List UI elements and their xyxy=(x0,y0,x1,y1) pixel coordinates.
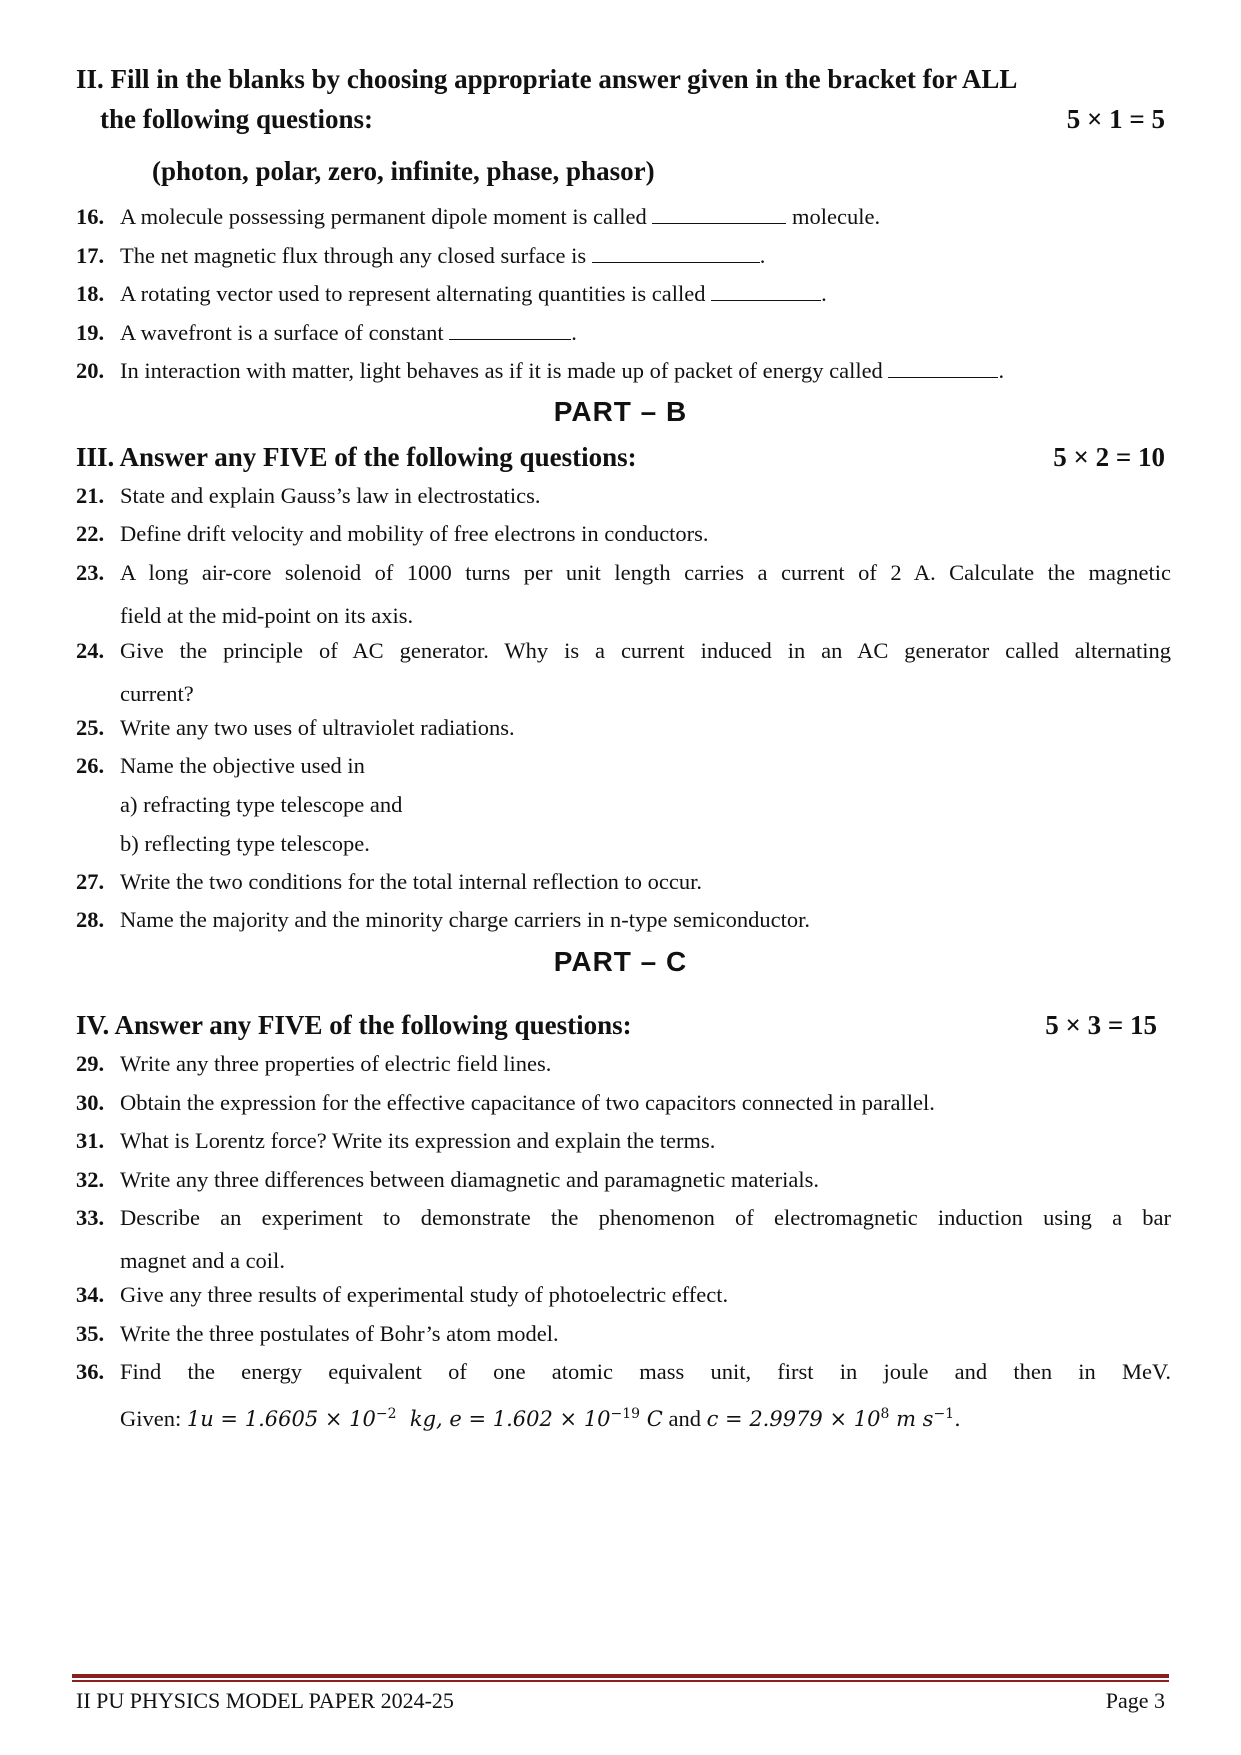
footer-divider-thin xyxy=(72,1680,1169,1682)
question-number: 27. xyxy=(76,869,105,894)
question-number: 22. xyxy=(76,521,105,546)
page-number: Page 3 xyxy=(1105,1688,1165,1713)
given-u-value: $1u = 1.6605 \times 10^{-2}$ kg, $e = 1.602 \times 10^{-19}$ C xyxy=(186,1406,663,1431)
question-text: A long air-core solenoid of 1000 turns per unit length carries a current of 2 A. Calculate the magnetic xyxy=(120,560,1171,585)
question-text: Name the majority and the minority charge carriers in n-type semiconductor. xyxy=(120,907,810,932)
question-33 xyxy=(76,1196,1171,1282)
section2-marks: 5 × 1 = 5 xyxy=(1066,104,1165,134)
question-number: 25. xyxy=(76,715,105,740)
question-text-after: . xyxy=(571,320,577,345)
part-b-heading-text: III. Answer any FIVE of the following questions: xyxy=(76,442,637,472)
question-32 xyxy=(76,1158,1171,1201)
question-text-after: . xyxy=(759,243,766,268)
question-text-continued: field at the mid-point on its axis. xyxy=(120,603,414,628)
question-21 xyxy=(76,474,1171,517)
question-number: 35. xyxy=(76,1321,105,1346)
section2-heading-line1: II. Fill in the blanks by choosing appropriate answer given in the bracket for ALL xyxy=(76,64,1018,94)
question-number: 17. xyxy=(76,243,105,268)
question-text: Give any three results of experimental study of photoelectric effect. xyxy=(120,1282,729,1307)
question-text: Name the objective used in xyxy=(120,753,365,778)
question-text: Write the three postulates of Bohr’s atom model. xyxy=(120,1321,559,1346)
question-text: Find the energy equivalent of one atomic mass unit, first in joule and then in MeV. xyxy=(120,1359,1171,1384)
question-text: Write any two uses of ultraviolet radiations. xyxy=(120,715,515,740)
part-b-marks: 5 × 2 = 10 xyxy=(1053,442,1165,472)
question-text-after: molecule. xyxy=(792,204,881,229)
question-text: A wavefront is a surface of constant xyxy=(120,320,444,345)
given-label: Given: xyxy=(120,1406,182,1431)
question-number: 33. xyxy=(76,1205,105,1230)
question-number: 19. xyxy=(76,320,105,345)
question-number: 26. xyxy=(76,753,105,778)
section2-heading-line2 xyxy=(100,104,1165,135)
section2-heading-text: the following questions: xyxy=(100,104,374,134)
question-text: Define drift velocity and mobility of free electrons in conductors. xyxy=(120,521,709,546)
question-number: 36. xyxy=(76,1359,105,1384)
question-number: 34. xyxy=(76,1282,105,1307)
question-number: 16. xyxy=(76,204,105,229)
question-text: What is Lorentz force? Write its expression and explain the terms. xyxy=(120,1128,716,1153)
question-22 xyxy=(76,512,1171,555)
question-26-option-b: b) reflecting type telescope. xyxy=(120,831,370,856)
question-36-given xyxy=(120,1393,1171,1441)
question-number: 24. xyxy=(76,638,105,663)
question-16 xyxy=(76,195,1171,238)
question-34 xyxy=(76,1273,1171,1316)
blank-line xyxy=(652,201,786,224)
question-23 xyxy=(76,551,1171,637)
question-number: 29. xyxy=(76,1051,105,1076)
blank-line xyxy=(711,278,821,301)
question-text: Write any three properties of electric field lines. xyxy=(120,1051,552,1076)
question-text: State and explain Gauss’s law in electrostatics. xyxy=(120,483,541,508)
question-29 xyxy=(76,1042,1171,1085)
question-number: 28. xyxy=(76,907,105,932)
question-30 xyxy=(76,1081,1171,1124)
part-c-title: PART – C xyxy=(553,946,688,977)
question-26-option-a: a) refracting type telescope and xyxy=(120,792,403,817)
question-text-after: . xyxy=(998,358,1005,383)
question-text: Write any three differences between diamagnetic and paramagnetic materials. xyxy=(120,1167,819,1192)
question-25 xyxy=(76,706,1171,749)
question-36 xyxy=(76,1350,1171,1441)
given-c-value: $c = 2.9979 \times 10^8$ m $s^{-1}$. xyxy=(706,1406,961,1431)
question-text: Write the two conditions for the total internal reflection to occur. xyxy=(120,869,703,894)
question-26 xyxy=(76,744,1171,787)
question-number: 32. xyxy=(76,1167,105,1192)
blank-line xyxy=(592,240,760,263)
question-number: 20. xyxy=(76,358,105,383)
question-text: A molecule possessing permanent dipole moment is called xyxy=(120,204,647,229)
footer-divider xyxy=(72,1674,1169,1678)
question-19 xyxy=(76,311,1171,354)
given-and: and xyxy=(668,1406,701,1431)
question-27 xyxy=(76,860,1171,903)
blank-line xyxy=(888,355,998,378)
question-number: 18. xyxy=(76,281,105,306)
question-18 xyxy=(76,272,1171,315)
question-17 xyxy=(76,234,1171,277)
part-c-heading-text: IV. Answer any FIVE of the following questions: xyxy=(76,1010,632,1040)
question-number: 23. xyxy=(76,560,105,585)
question-text: A rotating vector used to represent alternating quantities is called xyxy=(120,281,706,306)
blank-line xyxy=(449,317,571,340)
question-number: 21. xyxy=(76,483,105,508)
question-number: 31. xyxy=(76,1128,105,1153)
question-text-after: . xyxy=(821,281,827,306)
question-text: In interaction with matter, light behaves as if it is made up of packet of energy called xyxy=(120,358,883,383)
section2-options: (photon, polar, zero, infinite, phase, phasor) xyxy=(152,156,655,186)
part-c-heading xyxy=(76,1010,1157,1041)
question-24 xyxy=(76,629,1171,715)
footer-title: II PU PHYSICS MODEL PAPER 2024-25 xyxy=(76,1688,454,1713)
question-text: Give the principle of AC generator. Why is a current induced in an AC generator called alternating xyxy=(120,638,1171,663)
question-text: The net magnetic flux through any closed surface is xyxy=(120,243,587,268)
question-number: 30. xyxy=(76,1090,105,1115)
question-28 xyxy=(76,898,1171,941)
part-b-heading xyxy=(76,442,1165,473)
question-text: Describe an experiment to demonstrate the phenomenon of electromagnetic induction using a bar xyxy=(120,1205,1171,1230)
question-35 xyxy=(76,1312,1171,1355)
question-text-continued: magnet and a coil. xyxy=(120,1248,285,1273)
question-text: Obtain the expression for the effective capacitance of two capacitors connected in parallel. xyxy=(120,1090,935,1115)
question-31 xyxy=(76,1119,1171,1162)
part-c-marks: 5 × 3 = 15 xyxy=(1045,1010,1157,1040)
question-text-continued: current? xyxy=(120,681,194,706)
part-b-title: PART – B xyxy=(553,396,688,427)
question-20 xyxy=(76,349,1171,392)
